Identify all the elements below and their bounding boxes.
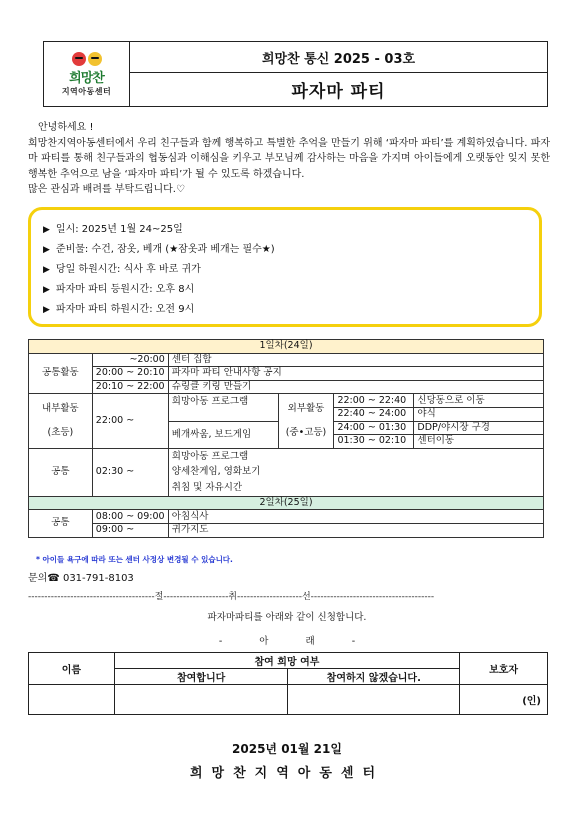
greeting: 안녕하세요 ! bbox=[38, 122, 94, 133]
schedule-time: 09:00 ~ bbox=[92, 523, 168, 537]
intro-closing: 많은 관심과 배려를 부탁드립니다.♡ bbox=[28, 184, 185, 195]
name-field[interactable] bbox=[29, 685, 115, 715]
schedule-table bbox=[28, 339, 544, 538]
common-line: 양세찬게임, 영화보기 bbox=[168, 464, 543, 480]
event-info-box bbox=[28, 207, 542, 327]
yes-check-field[interactable] bbox=[114, 685, 288, 715]
inside-time: 22:00 ~ bbox=[92, 394, 168, 448]
schedule-activity: 센터이동 bbox=[414, 435, 544, 449]
triangle-bullet-icon: ▶ bbox=[43, 245, 50, 255]
triangle-bullet-icon: ▶ bbox=[43, 225, 50, 235]
schedule-time: 22:00 ~ 22:40 bbox=[334, 394, 414, 408]
common-label: 공통 bbox=[29, 510, 93, 537]
no-check-field[interactable] bbox=[288, 685, 460, 715]
cut-line: ---------------------------------------절--------------------취--------------------선-------------------------------------- bbox=[28, 592, 435, 602]
outside-activity-label: 외부활동 (중•고등) bbox=[278, 394, 334, 448]
inside-activity-label: 내부활동 (초등) bbox=[29, 394, 93, 448]
participate-yes-option[interactable]: 참여합니다 bbox=[114, 669, 288, 685]
schedule-activity: 귀가지도 bbox=[168, 523, 543, 537]
logo-wordmark: 희망찬 bbox=[69, 70, 104, 86]
document-date: 2025년 01월 21일 bbox=[232, 742, 342, 756]
name-header: 이름 bbox=[29, 653, 115, 685]
intro-letter bbox=[28, 120, 550, 198]
application-intro: 파자마파티를 아래와 같이 신청합니다. bbox=[207, 612, 367, 623]
triangle-bullet-icon: ▶ bbox=[43, 265, 50, 275]
triangle-bullet-icon: ▶ bbox=[43, 305, 50, 315]
page-title: 파자마 파티 bbox=[291, 82, 386, 102]
intro-body: 희망찬지역아동센터에서 우리 친구들과 함께 행복하고 특별한 추억을 만들기 위해 ‘파자마 파티’를 계획하였습니다. 파자마 파티를 통해 친구들과의 협동심과 이해심을 키우고 부모님께 감사하는 마음을 가지며 아이들에게 오랫동안 잊지 못한 행복한 추억으로 남을 ‘파자마 파티’가 될 수 있도록 하겠습니다. bbox=[28, 137, 550, 180]
schedule-time: 01:30 ~ 02:10 bbox=[334, 435, 414, 449]
schedule-activity: 아침식사 bbox=[168, 510, 543, 524]
below-heading: - 아 래 - bbox=[218, 636, 356, 647]
contact-phone: 문의☎ 031-791-8103 bbox=[28, 573, 134, 584]
logo-subtitle: 지역아동센터 bbox=[61, 86, 112, 96]
common-line: 취침 및 자유시간 bbox=[168, 480, 543, 496]
info-item: ▶ 준비물: 수건, 잠옷, 베개 (★잠옷과 베개는 필수★) bbox=[43, 244, 275, 255]
schedule-activity: DDP/야시장 구경 bbox=[414, 421, 544, 435]
change-notice: * 아이들 욕구에 따라 또는 센터 사정상 변경될 수 있습니다. bbox=[36, 555, 233, 564]
day2-header: 2일차(25일) bbox=[29, 496, 544, 510]
center-logo bbox=[44, 42, 130, 106]
info-item: ▶ 파자마 파티 하원시간: 오전 9시 bbox=[43, 304, 195, 315]
newsletter-header bbox=[43, 41, 548, 107]
schedule-time: 20:10 ~ 22:00 bbox=[92, 380, 168, 394]
common-label: 공통 bbox=[29, 448, 93, 496]
schedule-activity: 야식 bbox=[414, 407, 544, 421]
organization-name: 희망찬지역아동센터 bbox=[189, 766, 385, 781]
common-activity-label: 공통활동 bbox=[29, 353, 93, 394]
schedule-time: ~20:00 bbox=[92, 353, 168, 367]
schedule-time: 20:00 ~ 20:10 bbox=[92, 367, 168, 381]
info-item: ▶ 파자마 파티 등원시간: 오후 8시 bbox=[43, 284, 195, 295]
schedule-activity: 센터 집합 bbox=[168, 353, 543, 367]
participation-header: 참여 희망 여부 bbox=[114, 653, 459, 669]
info-item: ▶ 당일 하원시간: 식사 후 바로 귀가 bbox=[43, 264, 201, 275]
guardian-seal-field[interactable]: (인) bbox=[460, 685, 548, 715]
day1-header: 1일차(24일) bbox=[29, 340, 544, 354]
guardian-header: 보호자 bbox=[460, 653, 548, 685]
participate-no-option[interactable]: 참여하지 않겠습니다. bbox=[288, 669, 460, 685]
schedule-activity: 신당동으로 이동 bbox=[414, 394, 544, 408]
triangle-bullet-icon: ▶ bbox=[43, 285, 50, 295]
inside-program: 희망아동 프로그램 bbox=[168, 394, 278, 421]
newsletter-issue: 희망찬 통신 2025 - 03호 bbox=[130, 42, 547, 73]
schedule-time: 22:40 ~ 24:00 bbox=[334, 407, 414, 421]
schedule-time: 08:00 ~ 09:00 bbox=[92, 510, 168, 524]
common-line: 희망아동 프로그램 bbox=[168, 448, 543, 464]
kids-logo-icon bbox=[72, 52, 102, 66]
inside-detail: 베개싸움, 보드게임 bbox=[168, 421, 278, 448]
schedule-activity: 슈링클 키링 만들기 bbox=[168, 380, 543, 394]
info-item: ▶ 일시: 2025년 1월 24~25일 bbox=[43, 224, 183, 235]
schedule-activity: 파자마 파티 안내사항 공지 bbox=[168, 367, 543, 381]
schedule-time: 24:00 ~ 01:30 bbox=[334, 421, 414, 435]
application-form bbox=[28, 652, 548, 715]
common-time: 02:30 ~ bbox=[92, 448, 168, 496]
